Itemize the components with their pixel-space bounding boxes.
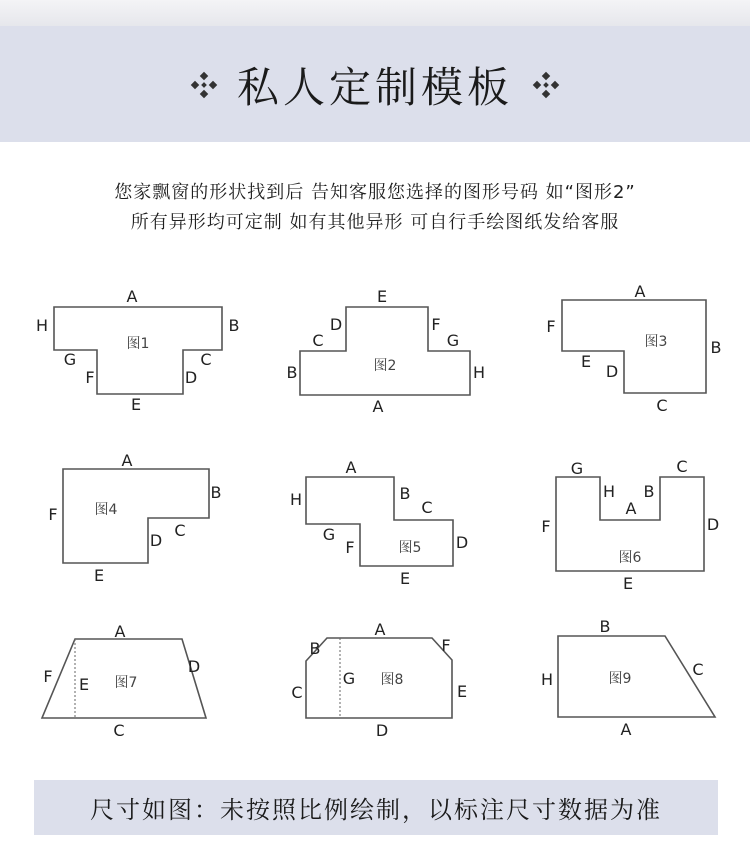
figure-7-label-a: A [114,622,126,641]
figure-1-label-e: E [130,395,142,414]
figure-7-label-e: E [78,675,90,694]
figure-5-shape [306,477,453,566]
figure-6-label-c: C [676,457,688,476]
figure-8-label-f: F [441,636,451,655]
figure-4-label-f: F [48,505,58,524]
figure-6-label-e: E [622,574,634,593]
figure-4-name: 图4 [94,502,118,518]
figure-1-label-a: A [126,287,138,306]
figure-6-name: 图6 [618,550,642,566]
figure-5-label-h: H [289,490,303,509]
figure-3-label-d: D [605,362,619,381]
top-strip [0,0,750,26]
figure-6-label-h: H [602,482,616,501]
figure-2-label-c: C [312,331,324,350]
figure-3-label-b: B [710,338,722,357]
figure-6-label-f: F [541,517,551,536]
figure-1-label-b: B [228,316,240,335]
figure-5-label-g: G [322,525,336,544]
figure-8-label-d: D [375,721,389,740]
diamond-ornament-right-icon [531,70,561,100]
figure-6 [541,457,719,593]
figure-8 [291,620,467,740]
diamond-ornament-left-icon [189,70,219,100]
figure-8-label-e: E [456,682,468,701]
figure-7 [42,622,206,740]
figure-3-name: 图3 [644,334,668,350]
figure-5-label-a: A [345,458,357,477]
figure-2-label-a: A [372,397,384,416]
figure-3 [546,282,721,415]
figure-2 [287,287,486,416]
figure-2-label-f: F [431,315,441,334]
page-title: 私人定制模板 [236,63,513,112]
figure-1-name: 图1 [126,336,150,352]
figure-6-label-a: A [625,499,637,518]
footer-note-band [34,780,718,835]
figure-2-shape [300,307,470,395]
figure-7-label-c: C [113,721,125,740]
figure-3-label-c: C [656,396,668,415]
figure-2-label-g: G [446,331,460,350]
figure-2-label-e: E [376,287,388,306]
figure-4 [48,451,221,585]
figure-8-label-b: B [309,639,321,658]
figure-2-label-b: B [286,363,298,382]
figure-5-label-f: F [345,538,355,557]
figure-6-label-d: D [706,515,720,534]
figure-4-label-d: D [149,531,163,550]
figure-7-label-d: D [187,657,201,676]
figure-5-name: 图5 [398,540,422,556]
figure-7-name: 图7 [114,675,138,691]
figure-9-label-h: H [540,670,554,689]
figure-4-label-a: A [121,451,133,470]
figure-9-name: 图9 [608,671,632,687]
figure-4-label-e: E [93,566,105,585]
figure-4-shape [63,469,209,563]
figure-3-shape [562,300,706,393]
description-line-1: 您家飘窗的形状找到后 告知客服您选择的图形号码 如“图形2” [114,182,636,203]
figure-3-label-e: E [580,352,592,371]
figure-2-label-d: D [329,315,343,334]
figure-1-label-c: C [200,350,212,369]
figure-3-label-a: A [634,282,646,301]
figure-5 [290,458,468,588]
figure-7-label-f: F [43,667,53,686]
description-line-2: 所有异形均可定制 如有其他异形 可自行手绘图纸发给客服 [130,212,620,233]
title-group [189,55,561,115]
figure-3-label-f: F [546,317,556,336]
figure-1-label-h: H [35,316,49,335]
figure-1-label-f: F [85,368,95,387]
figure-5-label-c: C [421,498,433,517]
figure-1-label-g: G [63,350,77,369]
figure-4-label-b: B [210,483,222,502]
figure-9-label-c: C [692,660,704,679]
figure-1 [36,287,240,414]
figure-8-shape [306,638,452,718]
figure-9-label-b: B [599,617,611,636]
figure-9-label-a: A [620,720,632,739]
figure-5-label-e: E [399,569,411,588]
figure-1-label-d: D [184,368,198,387]
figure-5-label-d: D [455,533,469,552]
figure-8-label-a: A [374,620,386,639]
footer-note: 尺寸如图：未按照比例绘制，以标注尺寸数据为准 [90,796,662,824]
figure-4-label-c: C [174,521,186,540]
figure-5-label-b: B [399,484,411,503]
header-band [0,26,750,142]
figure-8-name: 图8 [380,672,404,688]
figure-8-label-g: G [342,669,356,688]
shape-diagrams [0,270,750,750]
figure-6-label-b: B [643,482,655,501]
figure-9 [541,617,715,739]
figure-2-label-h: H [472,363,486,382]
figure-2-name: 图2 [373,358,397,374]
figure-8-label-c: C [291,683,303,702]
figure-6-label-g: G [570,459,584,478]
